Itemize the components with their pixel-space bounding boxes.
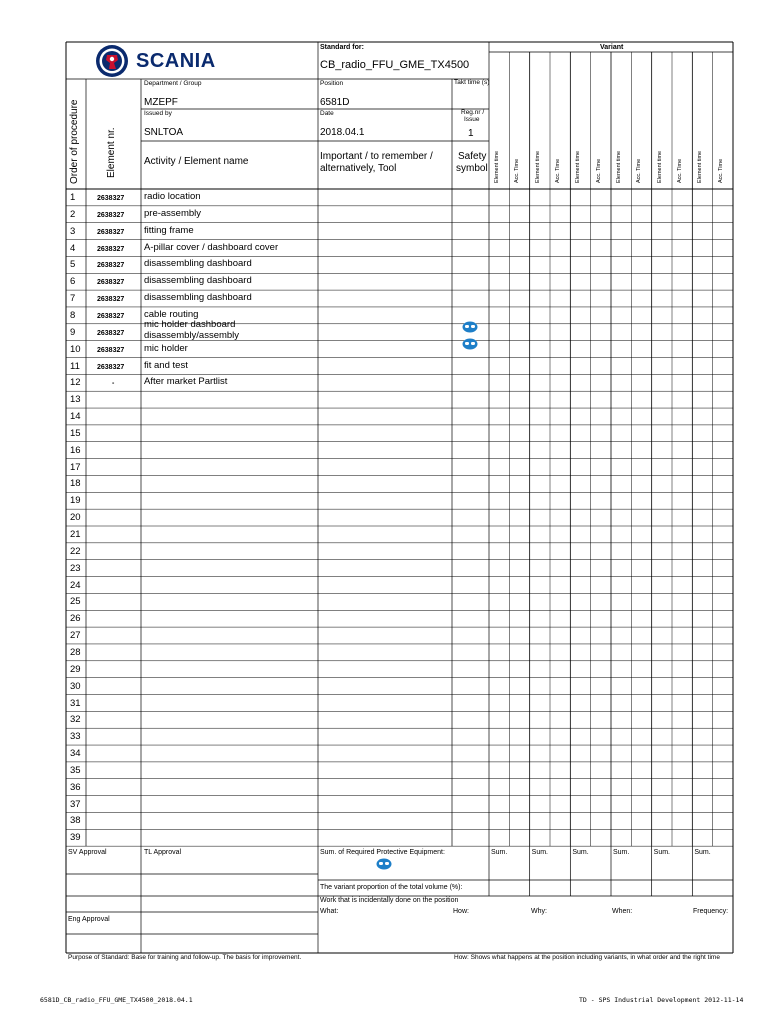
variant-proportion-label: The variant proportion of the total volume (%):	[320, 884, 463, 891]
element-number: 2638327	[97, 195, 125, 202]
element-nr-label: Element nr.	[106, 127, 117, 178]
acc-time-header: Acc. Time	[717, 158, 724, 183]
important-label-1: Important / to remember /	[320, 151, 433, 162]
row-number: 23	[70, 562, 81, 574]
why-label: Why:	[531, 908, 547, 915]
activity-name: disassembling dashboard	[144, 258, 252, 270]
activity-name: fitting frame	[144, 224, 194, 236]
tl-approval-label: TL Approval	[144, 849, 182, 856]
row-number: 19	[70, 495, 81, 507]
row-number: 31	[70, 697, 81, 709]
element-number: 2638327	[97, 312, 125, 320]
acc-time-header: Acc. Time	[514, 158, 521, 183]
takt-time-label: Takt time (s)	[454, 79, 490, 86]
activity-name: A-pillar cover / dashboard cover	[144, 241, 279, 253]
row-number: 14	[70, 411, 81, 423]
safety-label-1: Safety	[458, 151, 487, 162]
sv-approval-label: SV Approval	[68, 849, 107, 856]
activity-name: After market Partlist	[144, 376, 228, 388]
sum-label: Sum.	[491, 849, 508, 856]
sum-label: Sum.	[653, 849, 670, 856]
row-number: 28	[70, 646, 81, 658]
activity-name: mic holder dashboard	[144, 318, 236, 330]
row-number: 33	[70, 731, 81, 743]
position-value: 6581D	[320, 97, 350, 108]
incidental-work-label: Work that is incidentally done on the position	[320, 897, 459, 904]
scania-logo	[94, 44, 244, 78]
element-time-header: Element time	[534, 150, 541, 183]
sum-label: Sum.	[613, 849, 630, 856]
activity-name: pre-assembly	[144, 207, 202, 219]
element-time-header: Element time	[697, 150, 704, 183]
row-number: 1	[70, 192, 76, 203]
element-number: 2638327	[97, 346, 125, 354]
row-number: 37	[70, 798, 81, 810]
activity-name: disassembling dashboard	[144, 292, 252, 304]
when-label: When:	[612, 908, 633, 915]
eng-approval-label: Eng Approval	[68, 916, 110, 923]
td-note: TD - SPS Industrial Development 2012-11-14	[579, 996, 744, 1004]
element-time-header: Element time	[575, 150, 582, 183]
activity-name: fit and test	[144, 359, 188, 371]
element-time-header: Element time	[494, 150, 500, 183]
goggles-safety-icon	[462, 321, 478, 333]
element-number: 2638327	[97, 363, 125, 371]
row-number: 25	[70, 596, 81, 608]
row-number: 16	[70, 444, 81, 456]
position-label: Position	[320, 80, 344, 87]
row-number: 10	[70, 343, 81, 355]
row-number: 21	[70, 529, 81, 540]
sum-label: Sum.	[531, 849, 548, 856]
griffin-emblem-icon	[94, 44, 130, 78]
activity-label: Activity / Element name	[144, 156, 249, 167]
date-label: Date	[320, 110, 334, 117]
how-label: How:	[453, 908, 469, 915]
row-number: 9	[70, 326, 76, 338]
row-number: 24	[70, 579, 81, 591]
row-number: 6	[70, 276, 76, 288]
row-number: 4	[70, 242, 76, 254]
activity-name-line-2: disassembly/assembly	[144, 329, 240, 341]
row-number: 13	[70, 394, 81, 406]
sum-label: Sum.	[694, 849, 711, 856]
acc-time-header: Acc. Time	[677, 158, 683, 183]
row-number: 8	[70, 309, 76, 321]
department-value: MZEPF	[144, 97, 178, 108]
row-number: 18	[70, 478, 81, 490]
row-number: 12	[70, 377, 81, 389]
important-label-2: alternatively, Tool	[320, 163, 397, 174]
variant-label: Variant	[600, 44, 624, 51]
row-number: 15	[70, 427, 81, 439]
row-number: 5	[70, 259, 76, 271]
row-number: 22	[70, 545, 81, 557]
row-number: 35	[70, 764, 81, 776]
row-number: 30	[70, 680, 81, 692]
regnr-label-2: Issue	[464, 116, 480, 123]
activity-name: disassembling dashboard	[144, 275, 252, 287]
standard-for-value: CB_radio_FFU_GME_TX4500	[320, 59, 470, 71]
acc-time-header: Acc. Time	[555, 158, 561, 183]
row-number: 27	[70, 630, 81, 642]
order-of-procedure-label: Order of procedure	[69, 99, 80, 184]
standard-for-label: Standard for:	[320, 44, 364, 51]
activity-name: mic holder	[144, 342, 188, 354]
goggles-safety-icon	[376, 858, 392, 870]
element-number: 2638327	[97, 245, 125, 253]
activity-name: cable routing	[144, 308, 199, 320]
department-label: Department / Group	[144, 80, 202, 87]
how-note: How: Shows what happens at the position including variants, in what order and the right time	[454, 954, 720, 961]
acc-time-header: Acc. Time	[595, 158, 602, 183]
date-value: 2018.04.1	[320, 127, 365, 138]
acc-time-header: Acc. Time	[636, 158, 643, 183]
what-label: What:	[320, 908, 339, 915]
row-number: 3	[70, 225, 76, 237]
row-number: 17	[70, 461, 81, 473]
element-number: 2638327	[97, 211, 125, 219]
row-number: 2	[70, 208, 76, 220]
frequency-label: Frequency:	[693, 908, 729, 915]
regnr-value: 1	[468, 128, 474, 139]
row-number: 38	[70, 815, 81, 827]
issued-by-label: Issued by	[144, 110, 172, 117]
brand-name: SCANIA	[136, 50, 216, 72]
sum-ppe-label: Sum. of Required Protective Equipment:	[320, 849, 445, 856]
issued-by-value: SNLTOA	[144, 127, 184, 138]
element-number: 2638327	[97, 329, 125, 337]
element-number: -	[112, 380, 115, 388]
regnr-label-1: Reg.nr /	[461, 109, 485, 116]
element-number: 2638327	[97, 228, 125, 236]
safety-label-2: symbol	[456, 163, 488, 174]
element-number: 2638327	[97, 296, 125, 304]
purpose-note: Purpose of Standard: Base for training and follow-up. The basis for improvement.	[68, 954, 302, 961]
row-number: 36	[70, 781, 81, 793]
row-number: 11	[70, 360, 80, 372]
goggles-safety-icon	[462, 338, 478, 350]
file-name: 6581D_CB_radio_FFU_GME_TX4500_2018.04.1	[40, 996, 193, 1004]
element-number: 2638327	[97, 262, 125, 270]
row-number: 34	[70, 748, 81, 760]
element-time-header: Element time	[616, 150, 622, 183]
row-number: 7	[70, 293, 76, 305]
row-number: 29	[70, 663, 81, 675]
row-number: 32	[70, 714, 81, 726]
row-number: 20	[70, 512, 81, 524]
element-time-header: Element time	[656, 150, 663, 183]
sum-label: Sum.	[572, 849, 589, 856]
row-number: 39	[70, 832, 81, 844]
element-number: 2638327	[97, 279, 125, 287]
activity-name: radio location	[144, 191, 201, 202]
row-number: 26	[70, 613, 81, 625]
